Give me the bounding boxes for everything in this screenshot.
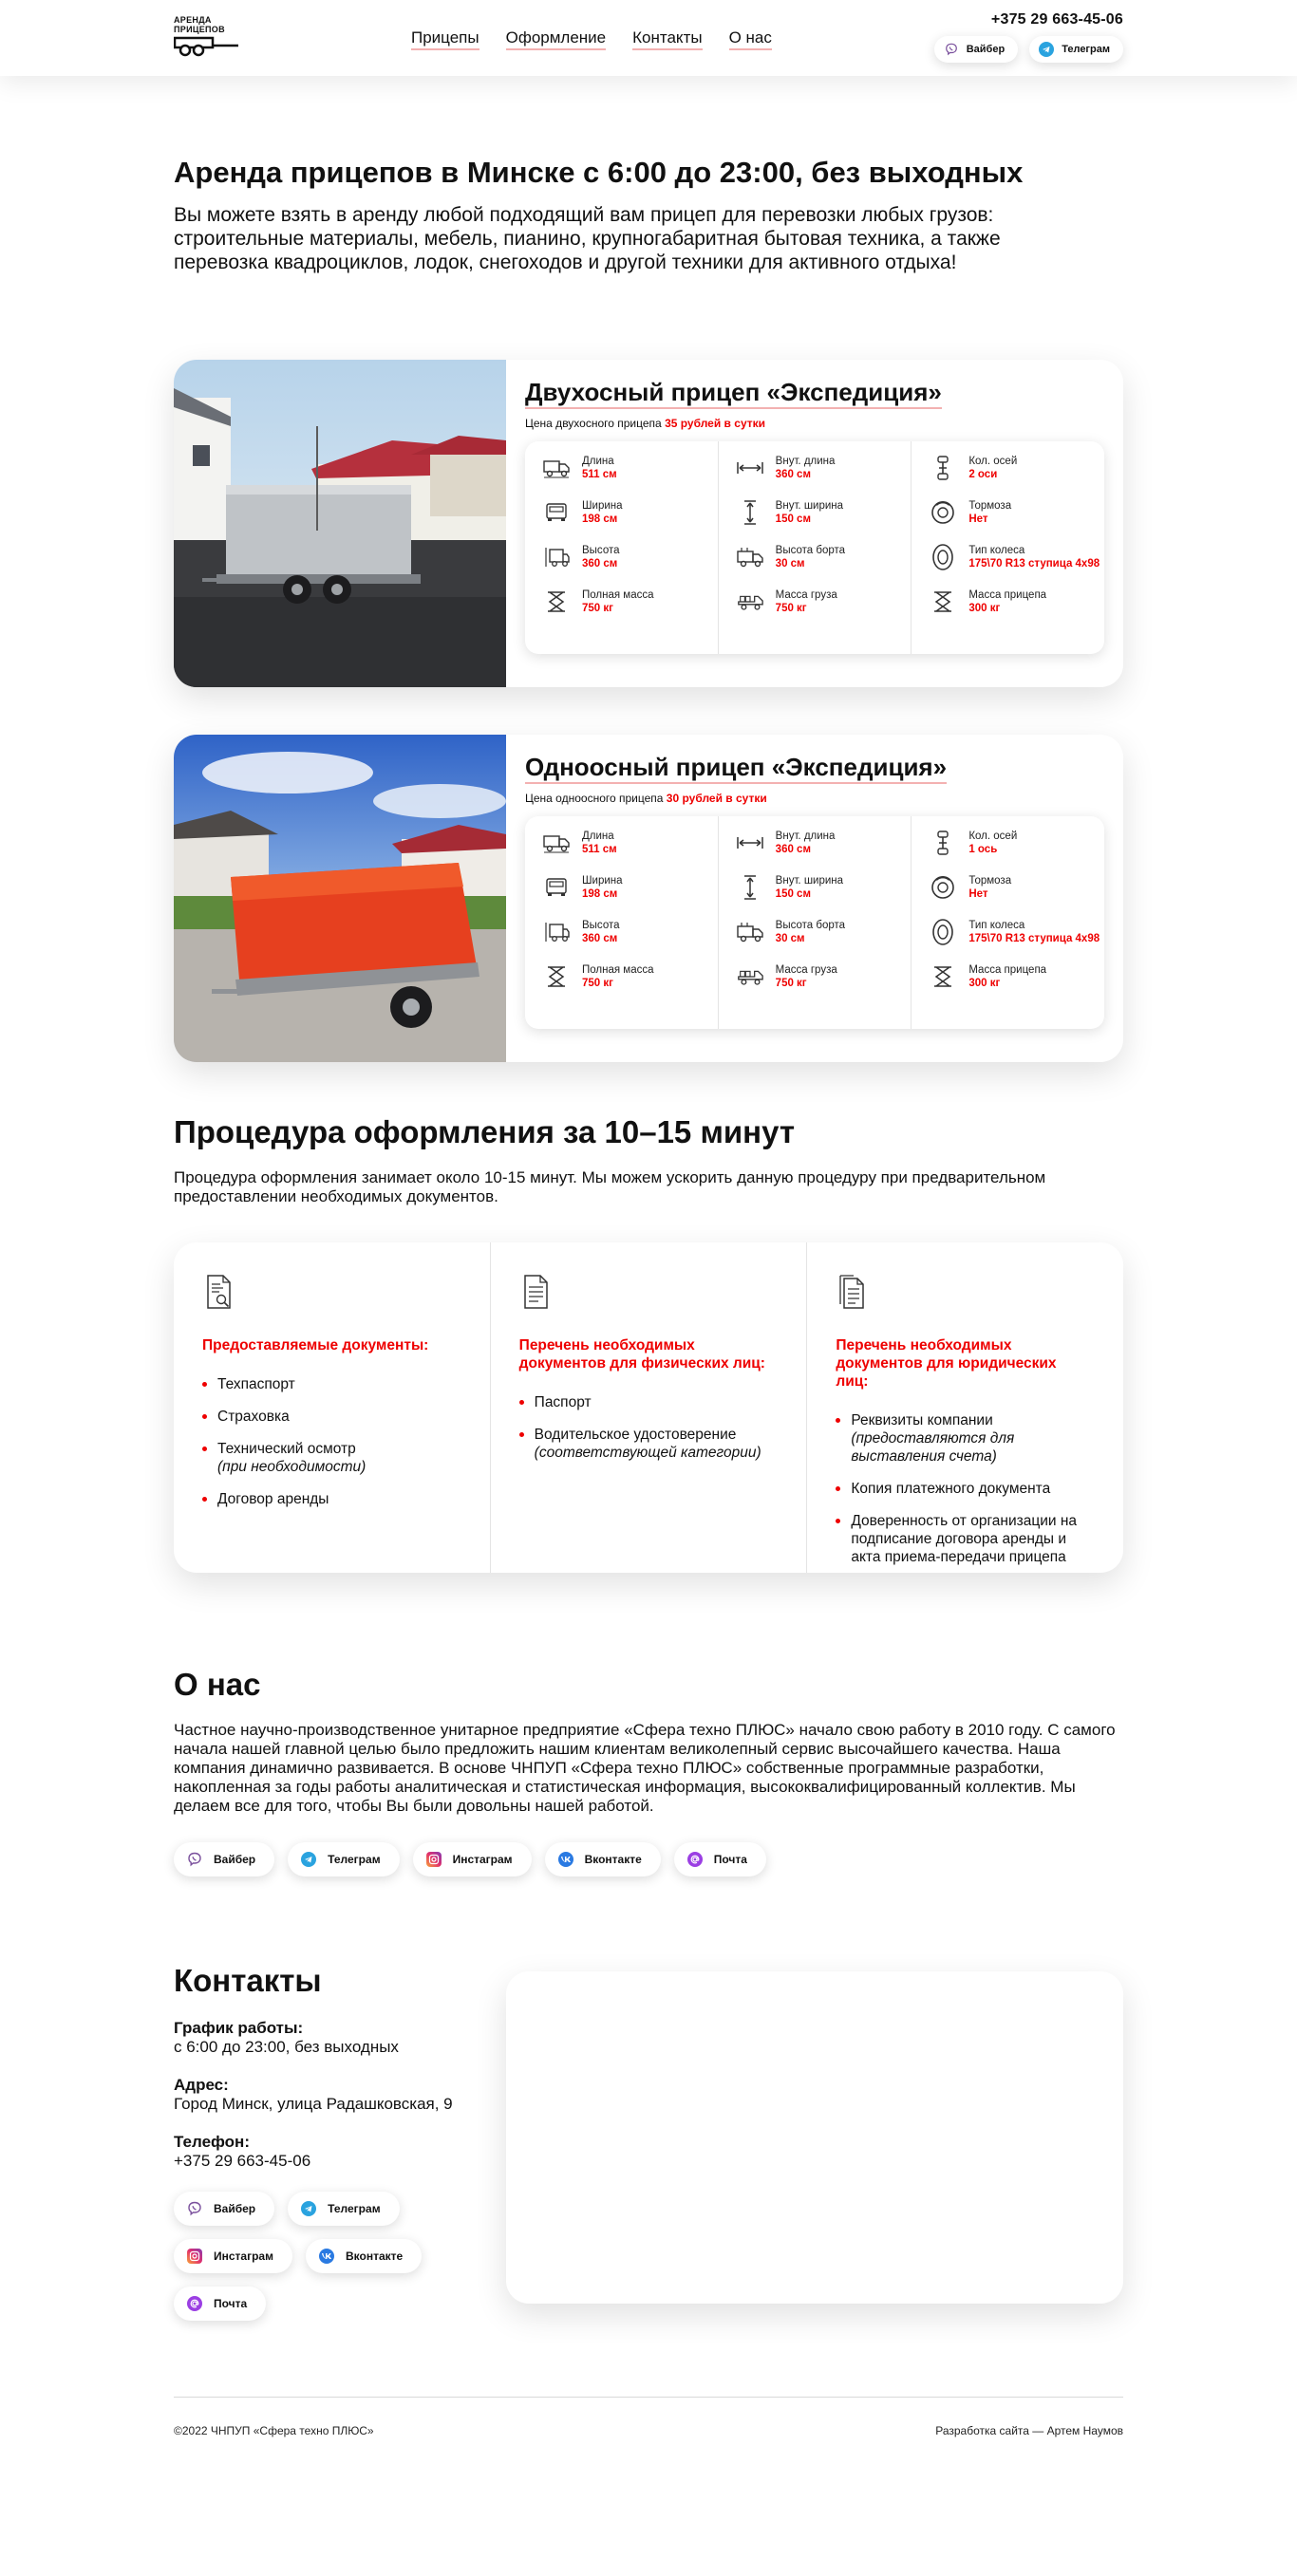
spec-label: Тормоза (968, 875, 1012, 887)
phone-value[interactable]: +375 29 663-45-06 (174, 2152, 311, 2170)
button-label: Почта (214, 2297, 248, 2310)
documents-list (836, 1411, 1095, 1566)
spec-side-height (736, 544, 912, 588)
trailer-price (525, 792, 1104, 805)
side-height-icon (736, 919, 764, 945)
weight-icon (542, 588, 571, 615)
list-item (519, 1426, 779, 1462)
telegram-button[interactable] (288, 2192, 399, 2226)
spec-wheel-type (929, 919, 1104, 963)
truck-length-icon (542, 455, 571, 481)
instagram-icon (187, 2249, 202, 2264)
item-text: Доверенность от организации на подписание договора аренды и акта приема-передачи прицепа (851, 1513, 1078, 1565)
documents-column-title: Перечень необходимых документов для юридических лиц: (836, 1337, 1057, 1390)
spec-label: Кол. осей (968, 456, 1018, 467)
trailers-section (174, 360, 1123, 1062)
spec-value: 175\70 R13 ступица 4x98 (968, 933, 1100, 944)
hero-text: Вы можете взять в аренду любой подходящий вам прицеп для перевозки любых грузов: строительные материалы, мебель, пианино, крупногабаритная бытовая техника, а также перевозка квадроциклов, лодок, снегоходов и другой техники для активного отдыха! (174, 204, 1001, 273)
viber-icon (187, 2201, 202, 2216)
spec-value: 198 см (582, 513, 618, 525)
spec-label: Полная масса (582, 589, 654, 601)
item-text: Договор аренды (217, 1491, 329, 1507)
spec-value: 750 кг (582, 978, 613, 989)
contacts-title: Контакты (174, 1963, 322, 1998)
inner-length-icon (736, 830, 764, 856)
spec-value: 750 кг (582, 603, 613, 614)
nav-about[interactable]: О нас (729, 28, 772, 50)
spec-inner-width (736, 499, 912, 544)
about-section (174, 1666, 1123, 1876)
spec-gross-weight (542, 963, 718, 1008)
spec-label: Масса прицепа (968, 589, 1047, 601)
mail-button[interactable] (674, 1842, 766, 1876)
spec-value: 360 см (582, 558, 618, 569)
truck-length-icon (542, 830, 571, 856)
spec-value: 300 кг (968, 603, 1001, 614)
specs-column-2 (719, 816, 912, 1029)
documents-column-title: Предоставляемые документы: (202, 1337, 429, 1353)
spec-value: 300 кг (968, 978, 1001, 989)
spec-label: Тормоза (968, 500, 1012, 512)
about-text: Частное научно-производственное унитарное предприятие «Сфера техно ПЛЮС» начало свою работу в 2010 году. С самого начала нашей главной целью было предложить нашим клиентам великолепный сервис высочайшего качества. Наша компания динамично развивается. В основе ЧНПУП «Сфера техно ПЛЮС» собственные программные разработки, накопленная за годы работы аналитическая и статистическая информация, высококвалифицированный коллектив. Мы делаем все для того, чтобы Вы были довольны нашей работой. (174, 1721, 1116, 1815)
about-title: О нас (174, 1667, 261, 1702)
trailer-weight-icon (929, 588, 957, 615)
specs-column-1 (525, 441, 719, 654)
item-text: Технический осмотр (217, 1441, 356, 1457)
inner-length-icon (736, 455, 764, 481)
specs-column-3 (912, 441, 1104, 654)
spec-value: 511 см (582, 469, 617, 480)
list-item (202, 1490, 461, 1508)
spec-cargo-weight (736, 588, 912, 633)
viber-icon (187, 1852, 202, 1867)
nav-registration[interactable]: Оформление (506, 28, 607, 50)
spec-label: Внут. длина (775, 456, 836, 467)
trailer-title: Одноосный прицеп «Экспедиция» (525, 752, 947, 784)
spec-label: Тип колеса (968, 545, 1025, 556)
spec-brakes (929, 499, 1104, 544)
spec-side-height (736, 919, 912, 963)
inner-width-icon (736, 499, 764, 526)
cargo-icon (736, 963, 764, 990)
instagram-button[interactable] (413, 1842, 532, 1876)
instagram-icon (426, 1852, 442, 1867)
spec-label: Длина (582, 456, 614, 467)
axle-icon (929, 455, 957, 481)
specs-column-1 (525, 816, 719, 1029)
phone-block (174, 2133, 506, 2171)
list-item (202, 1440, 461, 1476)
site-footer (174, 2397, 1123, 2511)
item-note: (соответствующей категории) (534, 1445, 761, 1461)
list-item (836, 1512, 1095, 1566)
address-value: Город Минск, улица Радашковская, 9 (174, 2095, 453, 2113)
spec-label: Масса груза (775, 589, 837, 601)
spec-value: 150 см (775, 888, 811, 900)
site-header (0, 0, 1297, 76)
address-block (174, 2076, 506, 2114)
header-telegram-label: Телеграм (1062, 44, 1110, 55)
button-label: Телеграм (328, 1853, 381, 1866)
price-label: Цена двухосного прицепа (525, 417, 662, 430)
spec-label: Ширина (582, 500, 623, 512)
price-value: 35 рублей в сутки (665, 417, 766, 430)
spec-cargo-weight (736, 963, 912, 1008)
nav-contacts[interactable]: Контакты (632, 28, 702, 50)
logo-text-line2: ПРИЦЕПОВ (174, 25, 225, 34)
spec-inner-length (736, 830, 912, 874)
button-label: Почта (713, 1853, 747, 1866)
spec-label: Внут. ширина (775, 875, 844, 887)
truck-width-icon (542, 874, 571, 901)
spec-axles (929, 830, 1104, 874)
spec-value: 30 см (775, 933, 805, 944)
button-label: Вайбер (214, 2202, 256, 2215)
viber-button[interactable] (174, 1842, 274, 1876)
trailer-weight-icon (929, 963, 957, 990)
document-icon (519, 1273, 552, 1311)
spec-inner-length (736, 455, 912, 499)
trailer-title: Двухосный прицеп «Экспедиция» (525, 377, 942, 409)
spec-label: Кол. осей (968, 831, 1018, 842)
button-label: Вконтакте (584, 1853, 642, 1866)
logo[interactable] (174, 15, 242, 65)
spec-width (542, 874, 718, 919)
item-text: Водительское удостоверение (534, 1427, 737, 1443)
spec-width (542, 499, 718, 544)
telegram-icon (301, 2201, 316, 2216)
phone-label: Телефон: (174, 2133, 250, 2151)
mail-icon (687, 1852, 703, 1867)
schedule-label: График работы: (174, 2019, 304, 2037)
specs-table (525, 816, 1104, 1029)
viber-button[interactable] (174, 2192, 274, 2226)
schedule-value: с 6:00 до 23:00, без выходных (174, 2038, 399, 2056)
spec-value: 360 см (582, 933, 618, 944)
weight-icon (542, 963, 571, 990)
spec-label: Масса груза (775, 964, 837, 976)
spec-value: 750 кг (775, 978, 807, 989)
spec-axles (929, 455, 1104, 499)
trailer-info (506, 360, 1123, 687)
spec-height (542, 544, 718, 588)
trailer-card-two-axle (174, 360, 1123, 687)
spec-value: 1 ось (968, 844, 998, 855)
instagram-button[interactable] (174, 2239, 292, 2273)
spec-value: 2 оси (968, 469, 998, 480)
item-text: Копия платежного документа (851, 1481, 1051, 1497)
mail-icon (187, 2296, 202, 2311)
wheel-icon (929, 919, 957, 945)
spec-gross-weight (542, 588, 718, 633)
item-text: Паспорт (534, 1394, 592, 1410)
axle-icon (929, 830, 957, 856)
button-label: Инстаграм (214, 2249, 273, 2263)
list-item (836, 1480, 1095, 1498)
spec-value: 150 см (775, 513, 811, 525)
hero-section (174, 76, 1123, 274)
price-value: 30 рублей в сутки (666, 792, 767, 805)
contacts-section (174, 1963, 1123, 2321)
spec-value: Нет (968, 513, 988, 525)
viber-icon (944, 42, 959, 57)
contacts-social-buttons (174, 2192, 487, 2321)
vk-button[interactable] (306, 2239, 422, 2273)
header-phone[interactable]: +375 29 663-45-06 (990, 11, 1123, 28)
documents-column-provided (174, 1242, 491, 1573)
contacts-info (174, 1963, 506, 2321)
spec-label: Высота (582, 545, 620, 556)
spec-height (542, 919, 718, 963)
spec-value: 175\70 R13 ступица 4x98 (968, 558, 1100, 569)
inner-width-icon (736, 874, 764, 901)
cargo-icon (736, 588, 764, 615)
spec-label: Тип колеса (968, 920, 1025, 931)
spec-label: Внут. длина (775, 831, 836, 842)
item-note: (предоставляются для выставления счета) (851, 1430, 1015, 1465)
documents-column-individuals (491, 1242, 808, 1573)
button-label: Вконтакте (345, 2249, 404, 2263)
specs-table (525, 441, 1104, 654)
telegram-icon (1039, 42, 1054, 57)
price-label: Цена одноосного прицепа (525, 792, 664, 805)
trailer-info (506, 735, 1123, 1062)
spec-inner-width (736, 874, 912, 919)
spec-value: 198 см (582, 888, 618, 900)
button-label: Вайбер (214, 1853, 256, 1866)
telegram-button[interactable] (288, 1842, 399, 1876)
trailer-card-single-axle (174, 735, 1123, 1062)
trailer-photo-red (174, 735, 506, 1062)
truck-height-icon (542, 544, 571, 570)
spec-length (542, 830, 718, 874)
about-social-buttons (174, 1842, 1123, 1876)
nav-trailers[interactable]: Прицепы (411, 28, 479, 50)
spec-label: Высота (582, 920, 620, 931)
trailer-price (525, 417, 1104, 430)
spec-trailer-weight (929, 588, 1104, 633)
spec-trailer-weight (929, 963, 1104, 1008)
header-messenger-buttons (934, 36, 1123, 63)
procedure-section (174, 1113, 1123, 1573)
documents-stack-icon (836, 1273, 868, 1311)
schedule-block (174, 2019, 506, 2057)
spec-brakes (929, 874, 1104, 919)
spec-label: Полная масса (582, 964, 654, 976)
spec-label: Ширина (582, 875, 623, 887)
footer-copyright: ©2022 ЧНПУП «Сфера техно ПЛЮС» (174, 2424, 374, 2437)
brake-icon (929, 499, 957, 526)
spec-value: 30 см (775, 558, 805, 569)
mail-button[interactable] (174, 2287, 266, 2321)
hero-title: Аренда прицепов в Минске с 6:00 до 23:00, без выходных (174, 156, 1024, 189)
item-text: Реквизиты компании (851, 1412, 993, 1428)
wheel-icon (929, 544, 957, 570)
spec-label: Высота борта (775, 920, 846, 931)
spec-value: 750 кг (775, 603, 807, 614)
brake-icon (929, 874, 957, 901)
list-item (519, 1393, 779, 1411)
item-text: Техпаспорт (217, 1376, 295, 1392)
specs-column-2 (719, 441, 912, 654)
footer-credit[interactable]: Разработка сайта — Артем Наумов (935, 2424, 1123, 2437)
spec-value: 360 см (775, 844, 811, 855)
list-item (202, 1375, 461, 1393)
list-item (836, 1411, 1095, 1465)
vk-icon (558, 1852, 573, 1867)
trailer-logo-icon (174, 36, 240, 57)
header-telegram-button[interactable] (1029, 36, 1123, 63)
spec-label: Длина (582, 831, 614, 842)
address-label: Адрес: (174, 2076, 229, 2094)
truck-width-icon (542, 499, 571, 526)
spec-value: 511 см (582, 844, 617, 855)
document-search-icon (202, 1273, 235, 1311)
spec-wheel-type (929, 544, 1104, 588)
spec-length (542, 455, 718, 499)
documents-list (519, 1393, 779, 1462)
spec-label: Высота борта (775, 545, 846, 556)
button-label: Телеграм (328, 2202, 381, 2215)
specs-column-3 (912, 816, 1104, 1029)
spec-label: Масса прицепа (968, 964, 1047, 976)
documents-column-title: Перечень необходимых документов для физических лиц: (518, 1337, 765, 1372)
list-item (202, 1408, 461, 1426)
documents-column-legal (807, 1242, 1123, 1573)
trailer-photo-grey (174, 360, 506, 687)
logo-text-line1: АРЕНДА (174, 15, 212, 25)
procedure-title: Процедура оформления за 10–15 минут (174, 1114, 796, 1149)
procedure-text: Процедура оформления занимает около 10-15 минут. Мы можем ускорить данную процедуру при предварительном предоставлении необходимых документов. (174, 1168, 1046, 1205)
telegram-icon (301, 1852, 316, 1867)
side-height-icon (736, 544, 764, 570)
main-nav (411, 28, 772, 50)
documents-table (174, 1242, 1123, 1573)
documents-list (202, 1375, 461, 1508)
header-viber-label: Вайбер (966, 44, 1006, 55)
spec-label: Внут. ширина (775, 500, 844, 512)
vk-button[interactable] (545, 1842, 661, 1876)
button-label: Инстаграм (452, 1853, 513, 1866)
spec-value: 360 см (775, 469, 811, 480)
item-text: Страховка (217, 1409, 290, 1425)
spec-value: Нет (968, 888, 988, 900)
truck-height-icon (542, 919, 571, 945)
header-viber-button[interactable] (934, 36, 1018, 63)
item-note: (при необходимости) (217, 1459, 367, 1475)
map-embed[interactable] (506, 1971, 1123, 2304)
vk-icon (319, 2249, 334, 2264)
